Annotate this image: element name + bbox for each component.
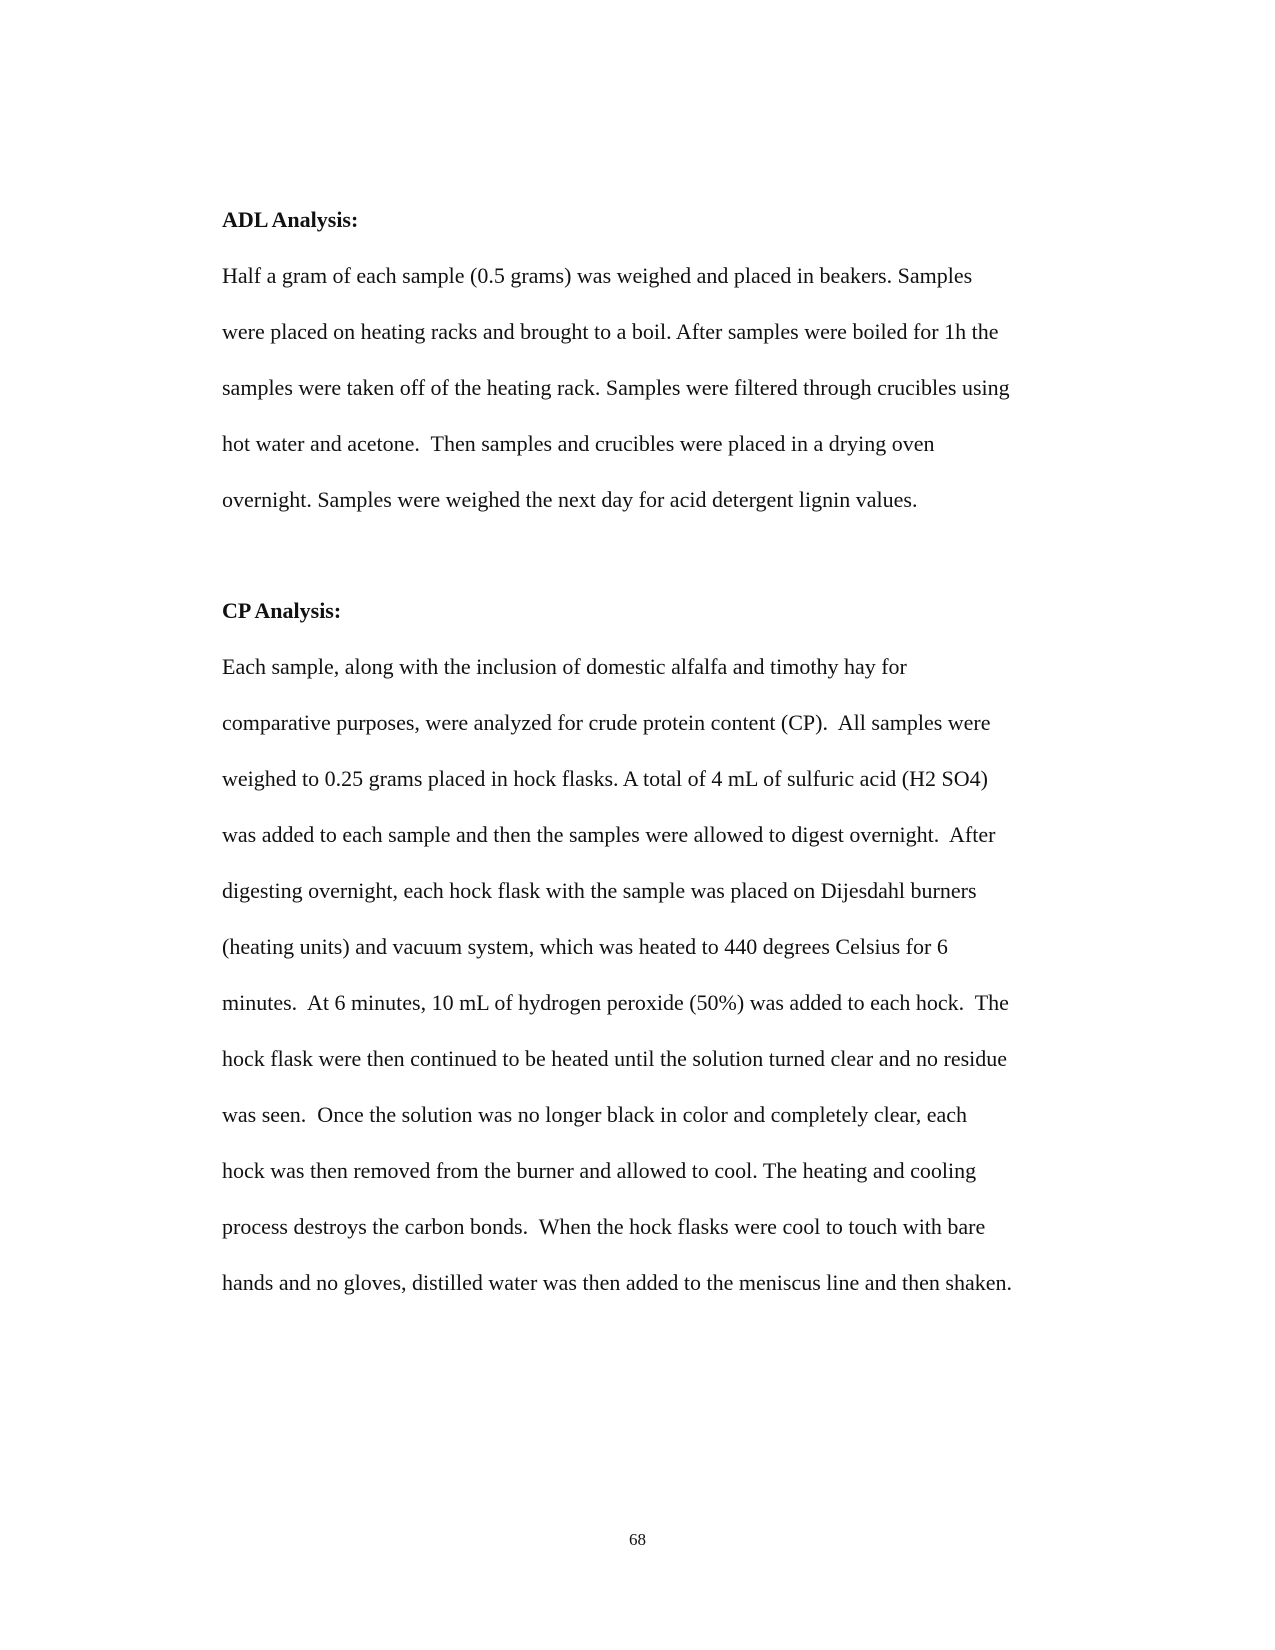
cp-paragraph-line: hock was then removed from the burner and allowed to cool. The heating and cooling <box>222 1158 977 1183</box>
cp-paragraph-line: was seen. Once the solution was no longer black in color and completely clear, each <box>222 1102 968 1127</box>
cp-paragraph-line: process destroys the carbon bonds. When the hock flasks were cool to touch with bare <box>222 1214 986 1239</box>
cp-paragraph-line: hock flask were then continued to be heated until the solution turned clear and no residue <box>222 1046 1008 1071</box>
adl-paragraph-line: hot water and acetone. Then samples and crucibles were placed in a drying oven <box>222 431 935 456</box>
adl-analysis-heading: ADL Analysis: <box>222 207 359 232</box>
cp-analysis-heading: CP Analysis: <box>222 598 342 623</box>
adl-paragraph-line: were placed on heating racks and brought to a boil. After samples were boiled for 1h the <box>222 319 999 344</box>
cp-paragraph-line: Each sample, along with the inclusion of domestic alfalfa and timothy hay for <box>222 654 907 679</box>
cp-paragraph-line: digesting overnight, each hock flask with the sample was placed on Dijesdahl burners <box>222 878 977 903</box>
adl-paragraph-line: Half a gram of each sample (0.5 grams) was weighed and placed in beakers. Samples <box>222 263 973 288</box>
cp-paragraph-line: was added to each sample and then the samples were allowed to digest overnight. After <box>222 822 996 847</box>
cp-paragraph-line: weighed to 0.25 grams placed in hock flasks. A total of 4 mL of sulfuric acid (H2 SO4) <box>222 766 988 791</box>
page-number: 68 <box>629 1530 646 1549</box>
adl-paragraph-line: overnight. Samples were weighed the next day for acid detergent lignin values. <box>222 487 918 512</box>
adl-paragraph-line: samples were taken off of the heating rack. Samples were filtered through crucibles using <box>222 375 1010 400</box>
cp-paragraph-line: minutes. At 6 minutes, 10 mL of hydrogen peroxide (50%) was added to each hock. The <box>222 990 1009 1015</box>
cp-paragraph-line: comparative purposes, were analyzed for crude protein content (CP). All samples were <box>222 710 991 735</box>
cp-paragraph-line: hands and no gloves, distilled water was then added to the meniscus line and then shaken. <box>222 1270 1012 1295</box>
cp-paragraph-line: (heating units) and vacuum system, which was heated to 440 degrees Celsius for 6 <box>222 934 948 959</box>
